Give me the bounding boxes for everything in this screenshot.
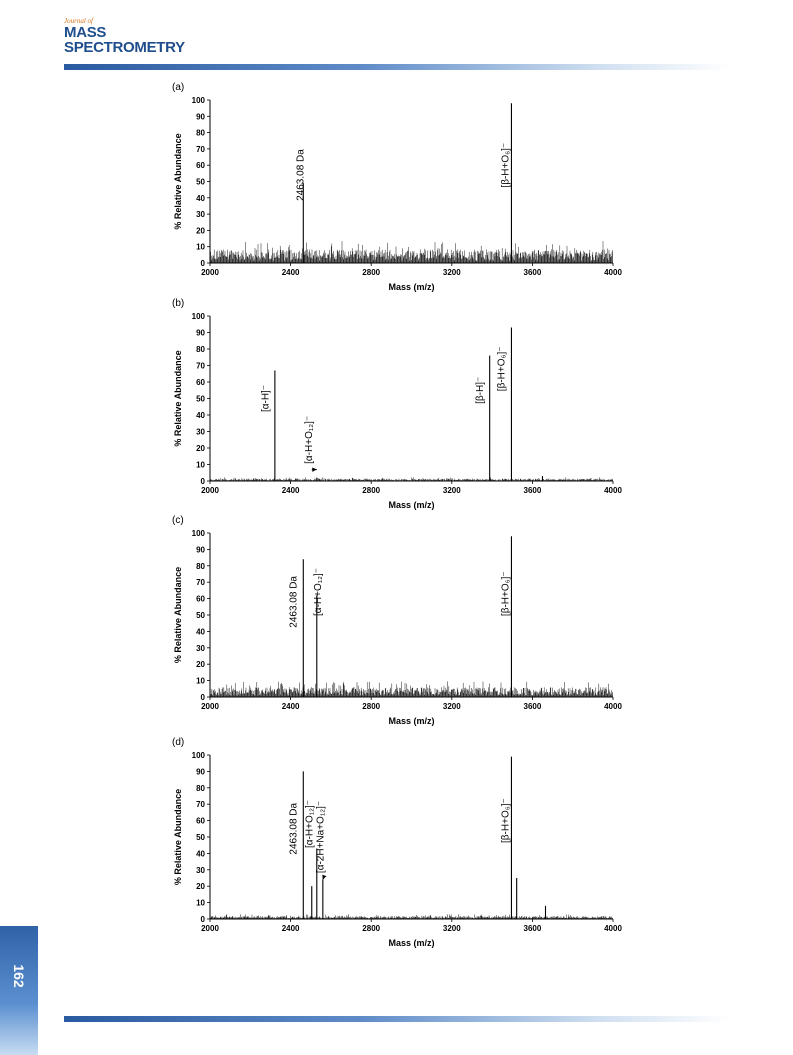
panel-label: (a): [172, 82, 185, 93]
spectrum-panel: [172, 82, 622, 292]
x-tick-label: 3200: [442, 924, 461, 933]
x-tick-label: 3200: [442, 268, 461, 277]
y-tick-label: 0: [200, 915, 205, 924]
peak-annotation: 2463.08 Da: [295, 149, 307, 201]
y-tick-label: 90: [196, 328, 205, 338]
peak-annotation: 2463.08 Da: [288, 575, 300, 628]
journal-logo-title-line1: MASS: [64, 24, 107, 41]
y-tick-label: 60: [196, 378, 205, 387]
y-tick-label: 70: [196, 361, 205, 371]
x-axis-label: Mass (m/z): [388, 938, 435, 948]
y-tick-label: 30: [196, 865, 205, 875]
x-tick-label: 4000: [604, 486, 622, 495]
y-tick-label: 40: [196, 193, 205, 203]
spectrum-noise: [210, 681, 613, 697]
y-tick-label: 10: [196, 676, 205, 686]
spectrum-noise: [210, 477, 613, 481]
y-tick-label: 10: [196, 242, 205, 252]
y-tick-label: 50: [196, 611, 205, 620]
page-number: 162: [11, 964, 27, 988]
y-tick-label: 30: [196, 427, 205, 437]
annotation-arrow-head: [312, 468, 317, 472]
y-tick-label: 0: [200, 693, 205, 702]
x-tick-label: 3200: [442, 486, 461, 495]
y-tick-label: 20: [196, 226, 205, 236]
y-tick-label: 100: [191, 529, 205, 538]
spectrum-panel: [172, 515, 622, 726]
peak-annotation: [β-H+O₆]⁻: [500, 571, 512, 617]
y-tick-label: 10: [196, 898, 205, 908]
annotation-arrow-head: [322, 875, 326, 880]
x-tick-label: 2400: [281, 486, 300, 495]
x-tick-label: 3200: [442, 702, 461, 711]
peak-annotation: [α-H]⁻: [260, 384, 272, 413]
x-axis-label: Mass (m/z): [388, 716, 435, 726]
x-axis-label: Mass (m/z): [388, 500, 435, 510]
x-tick-label: 2000: [201, 268, 219, 277]
y-tick-label: 70: [196, 144, 205, 154]
y-tick-label: 60: [196, 594, 205, 604]
x-tick-label: 4000: [604, 268, 622, 277]
y-tick-label: 0: [200, 259, 205, 268]
y-tick-label: 10: [196, 460, 205, 470]
y-tick-label: 30: [196, 643, 205, 653]
x-tick-label: 2000: [201, 702, 219, 711]
peak-annotation: [β-H+O₆]⁻: [500, 798, 512, 843]
y-tick-label: 50: [196, 177, 205, 187]
peak-annotation: [β-H]⁻: [474, 376, 486, 404]
y-axis-label: % Relative Abundance: [173, 350, 183, 447]
y-tick-label: 70: [196, 800, 205, 810]
journal-logo-small-text: Journal of: [64, 17, 93, 25]
peak-annotation: [β-H+O₆]⁻: [496, 346, 508, 392]
y-tick-label: 80: [196, 561, 205, 571]
y-tick-label: 40: [196, 849, 205, 859]
y-tick-label: 90: [196, 545, 205, 555]
panel-label: (d): [172, 737, 185, 748]
y-tick-label: 80: [196, 128, 205, 138]
x-tick-label: 2800: [362, 924, 381, 933]
footer-divider-bar: [64, 1016, 730, 1022]
y-tick-label: 70: [196, 578, 205, 588]
y-tick-label: 60: [196, 161, 205, 171]
x-tick-label: 3600: [523, 924, 542, 933]
x-tick-label: 4000: [604, 702, 622, 711]
y-axis-label: % Relative Abundance: [173, 133, 183, 230]
peak-annotation: [α-H+O₁₂]⁻: [304, 799, 316, 848]
y-tick-label: 50: [196, 833, 205, 842]
y-tick-label: 20: [196, 882, 205, 892]
y-tick-label: 100: [191, 312, 205, 321]
y-tick-label: 40: [196, 627, 205, 637]
y-tick-label: 20: [196, 444, 205, 453]
spectrum-noise: [210, 914, 613, 919]
y-tick-label: 100: [191, 751, 205, 760]
x-axis-label: Mass (m/z): [388, 282, 435, 292]
x-tick-label: 2000: [201, 924, 219, 933]
x-tick-label: 2800: [362, 702, 381, 711]
y-tick-label: 50: [196, 394, 205, 404]
y-tick-label: 90: [196, 112, 205, 122]
y-axis-label: % Relative Abundance: [173, 788, 183, 886]
peak-annotation: [α-H+O₁₂]⁻: [303, 415, 315, 464]
y-tick-label: 30: [196, 210, 205, 220]
journal-logo-title-line2: SPECTROMETRY: [64, 39, 185, 56]
panel-label: (c): [172, 515, 184, 526]
peak-annotation: [α-2H+Na+O₁₂]⁻: [315, 800, 327, 874]
y-axis-label: % Relative Abundance: [173, 566, 183, 664]
x-tick-label: 3600: [523, 268, 542, 277]
spectrum-panel: [172, 737, 622, 948]
x-tick-label: 2000: [201, 486, 219, 495]
x-tick-label: 2800: [362, 268, 381, 277]
x-tick-label: 2400: [281, 924, 300, 933]
spectrum-panel: [172, 298, 622, 510]
y-tick-label: 0: [200, 477, 205, 486]
x-tick-label: 2400: [281, 268, 300, 277]
x-tick-label: 2400: [281, 702, 300, 711]
y-tick-label: 80: [196, 783, 205, 793]
y-tick-label: 40: [196, 411, 205, 420]
y-tick-label: 100: [191, 96, 205, 105]
y-tick-label: 80: [196, 345, 205, 354]
y-tick-label: 60: [196, 816, 205, 826]
panel-label: (b): [172, 298, 185, 309]
x-tick-label: 3600: [523, 702, 542, 711]
spectrum-noise: [210, 241, 613, 263]
peak-annotation: [β-H+O₆]⁻: [500, 142, 512, 188]
peak-annotation: 2463.08 Da: [288, 802, 300, 855]
x-tick-label: 4000: [604, 924, 622, 933]
peak-annotation: [α-H+O₁₂]⁻: [313, 567, 325, 616]
x-tick-label: 3600: [523, 486, 542, 495]
x-tick-label: 2800: [362, 486, 381, 495]
y-tick-label: 20: [196, 660, 205, 670]
y-tick-label: 90: [196, 767, 205, 777]
